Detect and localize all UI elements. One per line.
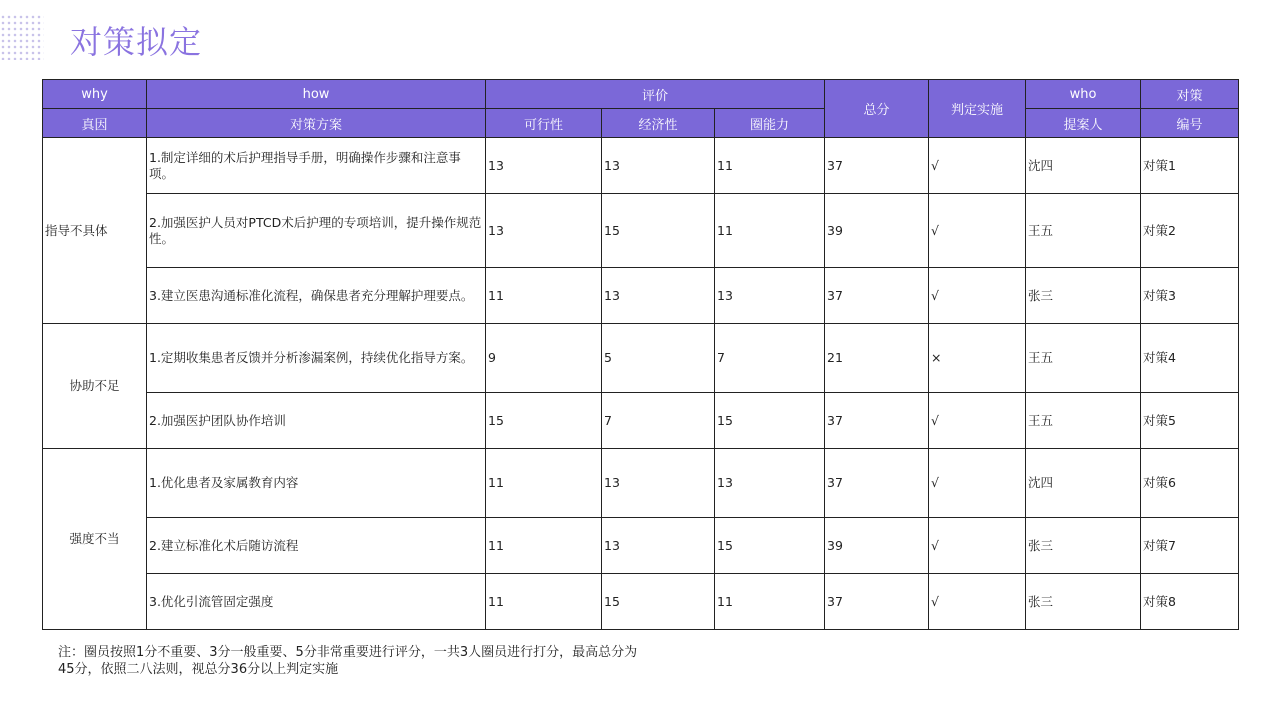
- header-capability: 圈能力: [715, 109, 825, 138]
- capability-cell: 15: [715, 518, 825, 574]
- total-cell: 37: [825, 449, 929, 518]
- plan-cell: 2.加强医护团队协作培训: [147, 393, 486, 449]
- header-row-1: [43, 80, 1239, 109]
- header-decision: 判定实施: [929, 80, 1026, 138]
- header-eval: 评价: [486, 80, 825, 109]
- decision-cell: √: [929, 574, 1026, 630]
- total-cell: 37: [825, 268, 929, 324]
- total-cell: 21: [825, 324, 929, 393]
- header-proposer: 提案人: [1026, 109, 1141, 138]
- economy-cell: 15: [602, 194, 715, 268]
- total-cell: 39: [825, 194, 929, 268]
- feasibility-cell: 9: [486, 324, 602, 393]
- cause-cell: 指导不具体: [43, 138, 147, 324]
- plan-cell: 1.优化患者及家属教育内容: [147, 449, 486, 518]
- decision-cell: √: [929, 268, 1026, 324]
- number-cell: 对策1: [1141, 138, 1239, 194]
- economy-cell: 15: [602, 574, 715, 630]
- proposer-cell: 沈四: [1026, 138, 1141, 194]
- total-cell: 37: [825, 393, 929, 449]
- cause-cell: 强度不当: [43, 449, 147, 630]
- table-row: [43, 194, 1239, 268]
- economy-cell: 5: [602, 324, 715, 393]
- header-total: 总分: [825, 80, 929, 138]
- proposer-cell: 王五: [1026, 194, 1141, 268]
- feasibility-cell: 13: [486, 194, 602, 268]
- feasibility-cell: 13: [486, 138, 602, 194]
- number-cell: 对策2: [1141, 194, 1239, 268]
- header-who: who: [1026, 80, 1141, 109]
- header-economy: 经济性: [602, 109, 715, 138]
- capability-cell: 11: [715, 194, 825, 268]
- plan-cell: 2.建立标准化术后随访流程: [147, 518, 486, 574]
- header-row-2: [43, 109, 1239, 138]
- economy-cell: 13: [602, 518, 715, 574]
- table-row: [43, 393, 1239, 449]
- cause-cell: 协助不足: [43, 324, 147, 449]
- header-plan: 对策方案: [147, 109, 486, 138]
- feasibility-cell: 11: [486, 574, 602, 630]
- page-title: 对策拟定: [70, 23, 203, 61]
- decision-cell: √: [929, 449, 1026, 518]
- decision-cell: √: [929, 194, 1026, 268]
- number-cell: 对策8: [1141, 574, 1239, 630]
- decorative-dot-pattern: [0, 14, 44, 60]
- capability-cell: 7: [715, 324, 825, 393]
- header-feasibility: 可行性: [486, 109, 602, 138]
- table-row: [43, 574, 1239, 630]
- proposer-cell: 王五: [1026, 324, 1141, 393]
- proposer-cell: 张三: [1026, 574, 1141, 630]
- plan-cell: 2.加强医护人员对PTCD术后护理的专项培训，提升操作规范性。: [147, 194, 486, 268]
- total-cell: 39: [825, 518, 929, 574]
- table-row: [43, 518, 1239, 574]
- countermeasure-table: [42, 79, 1239, 630]
- plan-cell: 1.定期收集患者反馈并分析渗漏案例，持续优化指导方案。: [147, 324, 486, 393]
- header-why: why: [43, 80, 147, 109]
- capability-cell: 15: [715, 393, 825, 449]
- proposer-cell: 沈四: [1026, 449, 1141, 518]
- header-cause: 真因: [43, 109, 147, 138]
- number-cell: 对策6: [1141, 449, 1239, 518]
- decision-cell: √: [929, 518, 1026, 574]
- footnote-line-2: 45分，依照二八法则，视总分36分以上判定实施: [58, 662, 339, 677]
- plan-cell: 3.建立医患沟通标准化流程，确保患者充分理解护理要点。: [147, 268, 486, 324]
- plan-cell: 3.优化引流管固定强度: [147, 574, 486, 630]
- table-row: [43, 268, 1239, 324]
- economy-cell: 7: [602, 393, 715, 449]
- decision-cell: √: [929, 393, 1026, 449]
- capability-cell: 13: [715, 268, 825, 324]
- proposer-cell: 张三: [1026, 518, 1141, 574]
- header-how: how: [147, 80, 486, 109]
- number-cell: 对策4: [1141, 324, 1239, 393]
- economy-cell: 13: [602, 138, 715, 194]
- decision-cell: ×: [929, 324, 1026, 393]
- number-cell: 对策7: [1141, 518, 1239, 574]
- header-measure: 对策: [1141, 80, 1239, 109]
- number-cell: 对策5: [1141, 393, 1239, 449]
- feasibility-cell: 15: [486, 393, 602, 449]
- total-cell: 37: [825, 138, 929, 194]
- total-cell: 37: [825, 574, 929, 630]
- feasibility-cell: 11: [486, 449, 602, 518]
- table-row: [43, 449, 1239, 518]
- capability-cell: 13: [715, 449, 825, 518]
- capability-cell: 11: [715, 138, 825, 194]
- feasibility-cell: 11: [486, 518, 602, 574]
- feasibility-cell: 11: [486, 268, 602, 324]
- header-number: 编号: [1141, 109, 1239, 138]
- table-row: [43, 138, 1239, 194]
- footnote-line-1: 注：圈员按照1分不重要、3分一般重要、5分非常重要进行评分，一共3人圈员进行打分，最高总分为: [58, 645, 638, 660]
- number-cell: 对策3: [1141, 268, 1239, 324]
- proposer-cell: 张三: [1026, 268, 1141, 324]
- footnote: [58, 644, 698, 678]
- economy-cell: 13: [602, 449, 715, 518]
- decision-cell: √: [929, 138, 1026, 194]
- table-row: [43, 324, 1239, 393]
- proposer-cell: 王五: [1026, 393, 1141, 449]
- plan-cell: 1.制定详细的术后护理指导手册，明确操作步骤和注意事项。: [147, 138, 486, 194]
- capability-cell: 11: [715, 574, 825, 630]
- economy-cell: 13: [602, 268, 715, 324]
